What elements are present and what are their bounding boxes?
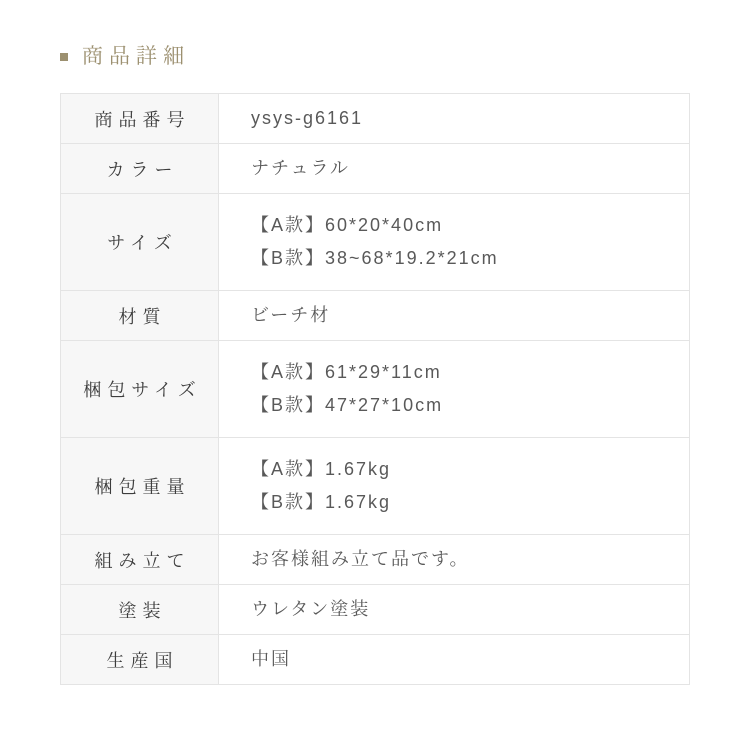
row-label: 材質	[61, 291, 219, 341]
row-value	[219, 438, 690, 535]
section-title	[60, 46, 690, 67]
row-label: 組み立て	[61, 535, 219, 585]
square-bullet-icon	[60, 53, 68, 61]
table-row	[61, 635, 690, 685]
row-label: 商品番号	[61, 94, 219, 144]
value-line: 【B款】1.67kg	[251, 492, 392, 512]
value-line: 【A款】61*29*11cm	[251, 362, 442, 382]
value-line: 中国	[251, 649, 291, 669]
value-line: ビーチ材	[251, 305, 331, 325]
table-row	[61, 194, 690, 291]
table-row	[61, 585, 690, 635]
row-label: 梱包サイズ	[61, 341, 219, 438]
table-row	[61, 94, 690, 144]
value-line: 【B款】47*27*10cm	[251, 395, 444, 415]
row-value	[219, 635, 690, 685]
row-value	[219, 144, 690, 194]
row-value	[219, 535, 690, 585]
row-label: カラー	[61, 144, 219, 194]
page-title: 商品詳細	[82, 44, 190, 68]
row-value	[219, 94, 690, 144]
row-label: 梱包重量	[61, 438, 219, 535]
row-label: 塗装	[61, 585, 219, 635]
row-value	[219, 341, 690, 438]
table-row	[61, 438, 690, 535]
value-line: お客様組み立て品です。	[251, 549, 470, 569]
product-details-table-body	[61, 94, 690, 685]
value-line: 【A款】60*20*40cm	[251, 215, 444, 235]
value-line: 【A款】1.67kg	[251, 459, 392, 479]
table-row	[61, 535, 690, 585]
value-line: ysys-g6161	[251, 108, 364, 128]
row-value	[219, 585, 690, 635]
value-line: 【B款】38~68*19.2*21cm	[251, 248, 499, 268]
product-details-table	[60, 93, 690, 685]
row-label: サイズ	[61, 194, 219, 291]
row-label: 生産国	[61, 635, 219, 685]
row-value	[219, 194, 690, 291]
table-row	[61, 144, 690, 194]
table-row	[61, 341, 690, 438]
table-row	[61, 291, 690, 341]
row-value	[219, 291, 690, 341]
value-line: ナチュラル	[251, 158, 350, 178]
value-line: ウレタン塗装	[251, 599, 371, 619]
